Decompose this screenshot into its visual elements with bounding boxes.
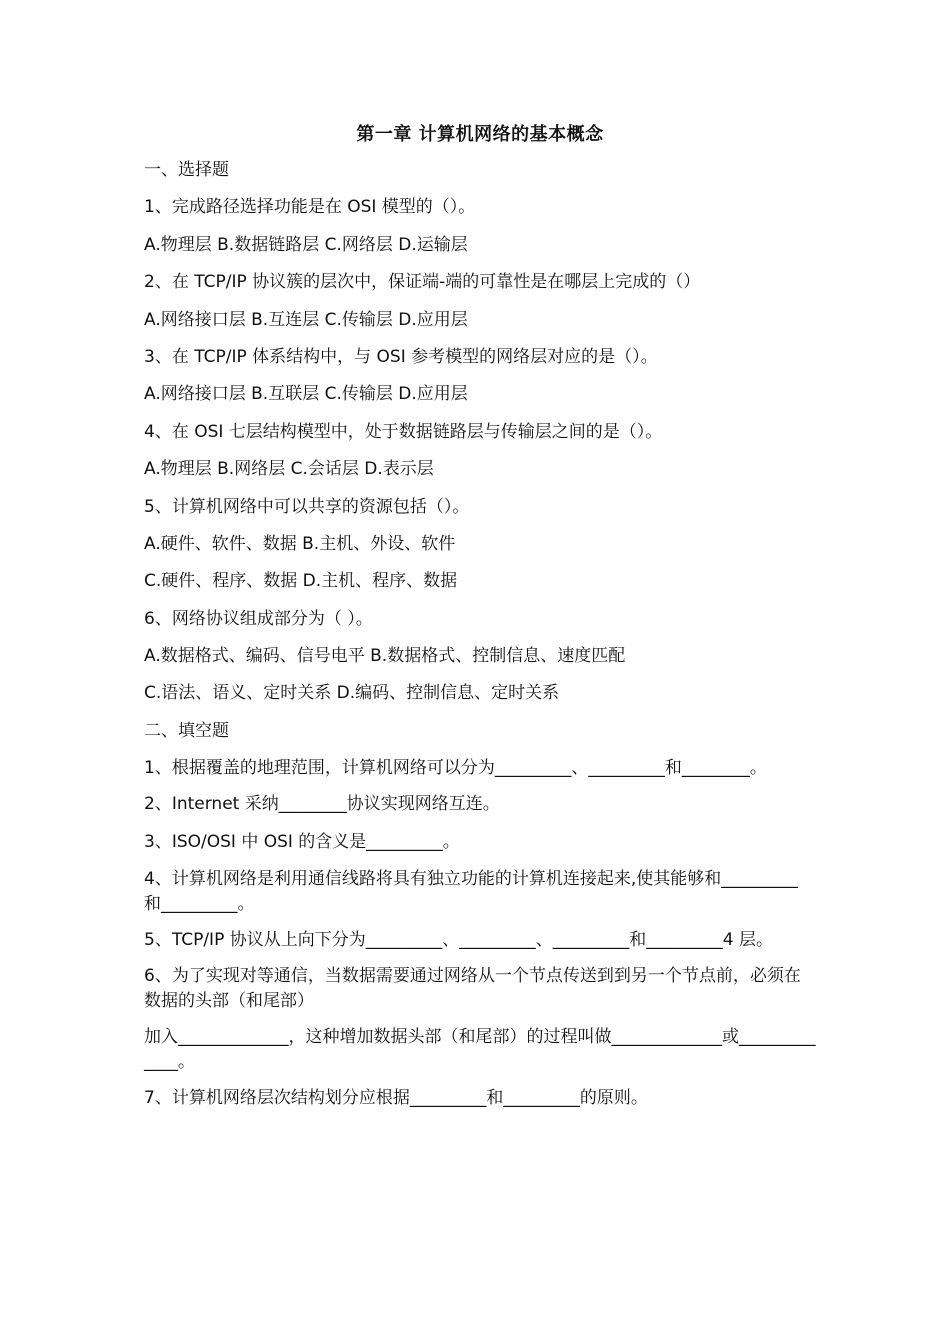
fill-question-3: 3、ISO/OSI 中 OSI 的含义是_________。 bbox=[144, 831, 460, 852]
answer-options-5a: A.硬件、软件、数据 B.主机、外设、软件 bbox=[144, 533, 456, 554]
answer-options-6a: A.数据格式、编码、信号电平 B.数据格式、控制信息、速度匹配 bbox=[144, 646, 626, 667]
section-heading-choice: 一、选择题 bbox=[144, 160, 229, 180]
answer-options-3: A.网络接口层 B.互联层 C.传输层 D.应用层 bbox=[144, 384, 468, 405]
section-heading-fill: 二、填空题 bbox=[144, 720, 229, 741]
question-6: 6、网络协议组成部分为（ ）。 bbox=[144, 608, 373, 629]
question-5: 5、计算机网络中可以共享的资源包括（）。 bbox=[144, 496, 470, 517]
fill-question-4: 4、计算机网络是利用通信线路将具有独立功能的计算机连接起来,使其能够和_________ 和_________。 bbox=[144, 869, 798, 915]
answer-options-4: A.物理层 B.网络层 C.会话层 D.表示层 bbox=[144, 459, 434, 480]
fill-question-2: 2、Internet 采纳________协议实现网络互连。 bbox=[144, 794, 500, 815]
fill-question-5: 5、TCP/IP 协议从上向下分为_________、_________、_________和_________4 层。 bbox=[144, 930, 773, 951]
answer-options-2: A.网络接口层 B.互连层 C.传输层 D.应用层 bbox=[144, 309, 468, 330]
answer-options-5b: C.硬件、程序、数据 D.主机、程序、数据 bbox=[144, 571, 458, 592]
question-1: 1、完成路径选择功能是在 OSI 模型的（）。 bbox=[144, 197, 476, 218]
question-2: 2、在 TCP/IP 协议簇的层次中，保证端-端的可靠性是在哪层上完成的（） bbox=[144, 272, 701, 293]
answer-options-6b: C.语法、语义、定时关系 D.编码、控制信息、定时关系 bbox=[144, 683, 560, 704]
chapter-title: 第一章 计算机网络的基本概念 bbox=[356, 124, 604, 145]
question-4: 4、在 OSI 七层结构模型中，处于数据链路层与传输层之间的是（）。 bbox=[144, 421, 663, 442]
fill-question-6-continued: 加入_____________，这种增加数据头部（和尾部）的过程叫做_____________或_____________。 bbox=[144, 1027, 816, 1073]
fill-question-6: 6、为了实现对等通信，当数据需要通过网络从一个节点传送到到另一个节点前，必须在数据的头部（和尾部） bbox=[144, 966, 801, 1012]
question-3: 3、在 TCP/IP 体系结构中，与 OSI 参考模型的网络层对应的是（）。 bbox=[144, 346, 658, 367]
fill-question-7: 7、计算机网络层次结构划分应根据_________和_________的原则。 bbox=[144, 1088, 648, 1109]
document-content bbox=[144, 122, 816, 1123]
answer-options-1: A.物理层 B.数据链路层 C.网络层 D.运输层 bbox=[144, 234, 468, 255]
fill-question-1: 1、根据覆盖的地理范围，计算机网络可以分为_________、_________和________。 bbox=[144, 758, 767, 779]
